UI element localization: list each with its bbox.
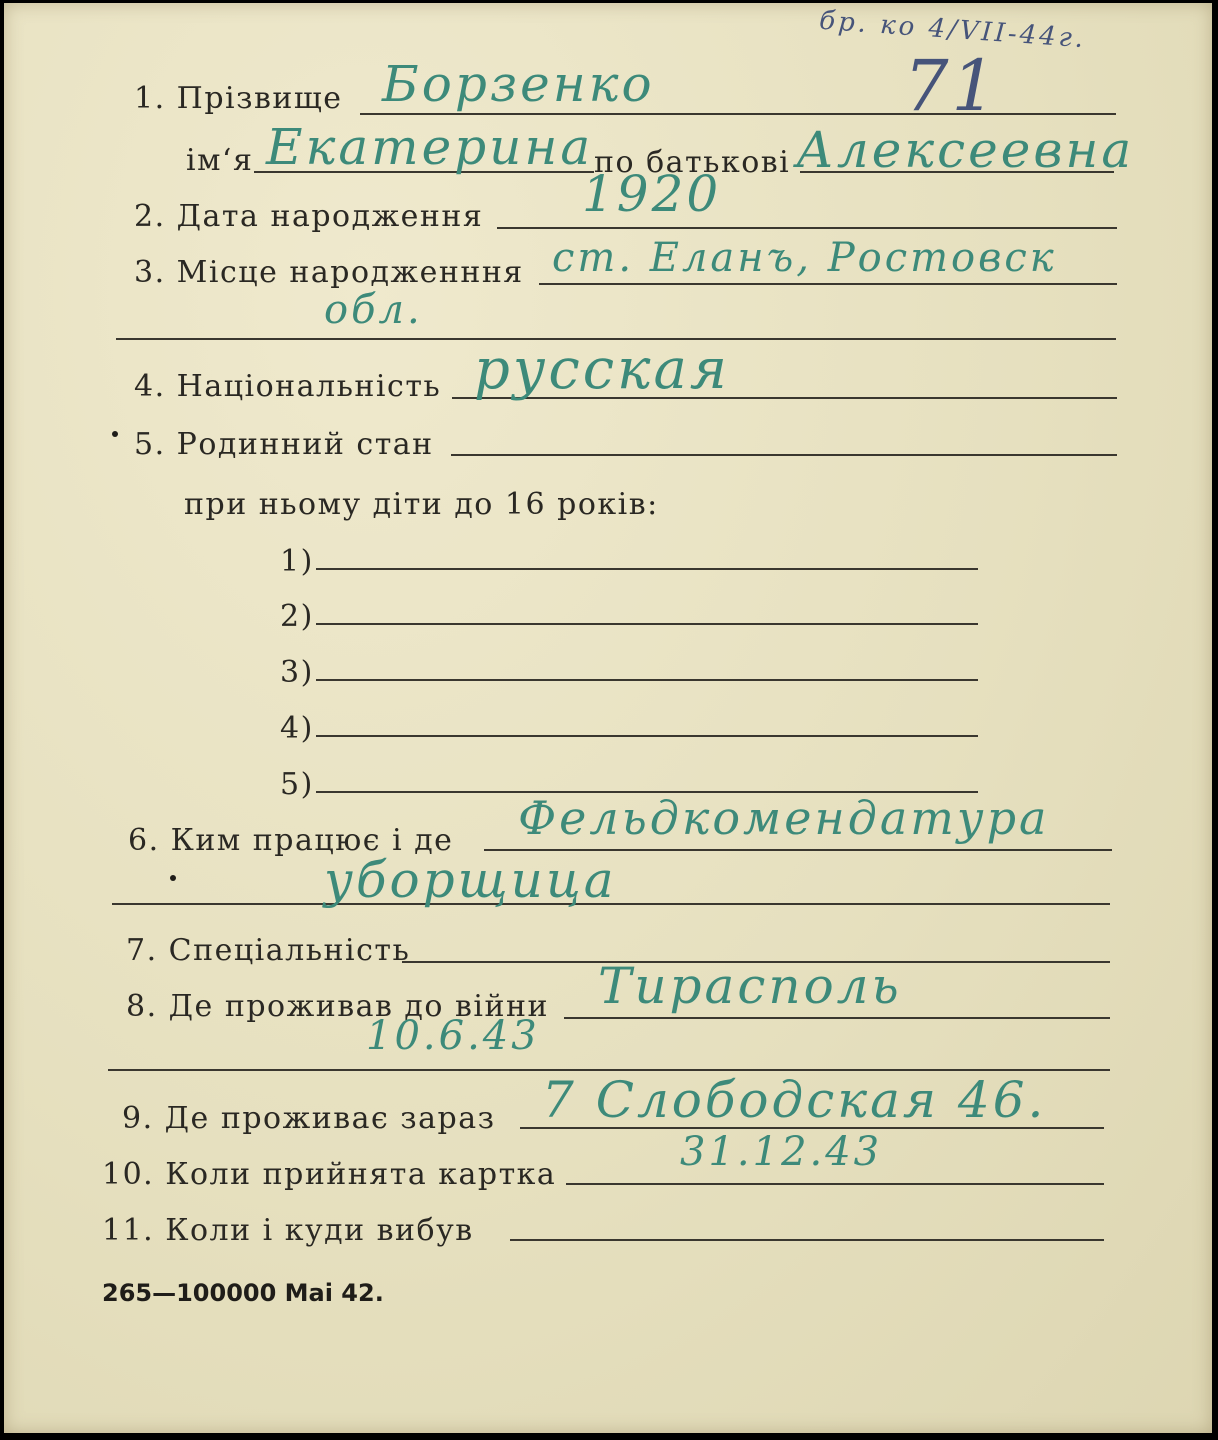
child-3-line[interactable] (316, 679, 978, 681)
field-prewar-date: 10.6.43 (366, 1013, 540, 1059)
registration-card (4, 3, 1212, 1433)
field-prewar-value: Тирасполь (598, 957, 902, 1015)
child-4-line[interactable] (316, 735, 978, 737)
child-1-line[interactable] (316, 568, 978, 570)
top-note: бр. ко 4/VII-44г. (818, 5, 1088, 55)
punch-mark (112, 431, 118, 437)
field-accepted-label: 10. Коли прийнята картка (102, 1157, 557, 1192)
child-3-label: 3) (280, 655, 314, 690)
child-2-label: 2) (280, 599, 314, 634)
field-occupation-value: уборщица (324, 851, 617, 909)
field-departure-line[interactable] (510, 1239, 1104, 1241)
field-patronymic-label: по батькові (594, 145, 791, 180)
field-marital-label: 5. Родинний стан (134, 427, 434, 462)
field-surname-value: Борзенко (382, 55, 655, 113)
field-name-value: Екатерина (266, 118, 594, 176)
field-birthdate-label: 2. Дата народження (134, 199, 484, 234)
field-patronymic-value: Алексеевна (796, 121, 1135, 179)
field-accepted-line[interactable] (566, 1183, 1104, 1185)
field-prewar-label: 8. Де проживав до війни (126, 989, 549, 1024)
child-4-label: 4) (280, 711, 314, 746)
field-current-value: 7 Слободская 46. (542, 1071, 1047, 1129)
card-number: 71 (904, 45, 1000, 127)
punch-mark-2 (170, 875, 176, 881)
child-5-label: 5) (280, 767, 314, 802)
field-birthplace-value-2: обл. (324, 287, 423, 333)
field-birthplace-label: 3. Місце народженння (134, 255, 524, 290)
child-2-line[interactable] (316, 623, 978, 625)
field-name-label: ім‘я (186, 143, 254, 178)
child-1-label: 1) (280, 544, 314, 579)
field-marital-line[interactable] (451, 454, 1117, 456)
field-prewar-line[interactable] (564, 1017, 1110, 1019)
field-birthdate-value: 1920 (582, 165, 722, 223)
field-nationality-label: 4. Національність (134, 369, 442, 404)
field-birthdate-line[interactable] (497, 227, 1117, 229)
field-accepted-value: 31.12.43 (680, 1129, 883, 1175)
field-nationality-value: русская (474, 337, 730, 402)
field-children-label: при ньому діти до 16 років: (184, 487, 659, 522)
field-departure-label: 11. Коли і куди вибув (102, 1213, 474, 1248)
field-current-label: 9. Де проживає зараз (122, 1101, 496, 1136)
field-birthplace-value-1: ст. Еланъ, Ростовск (552, 235, 1057, 281)
field-surname-label: 1. Прізвище (134, 81, 343, 116)
field-work-value: Фельдкомендатура (518, 791, 1050, 845)
field-specialty-label: 7. Спеціальність (126, 933, 411, 968)
field-surname-line[interactable] (360, 113, 1116, 115)
field-work-label: 6. Ким працює і де (128, 823, 454, 858)
field-birthplace-line[interactable] (539, 283, 1117, 285)
print-code: 265—100000 Mai 42. (102, 1279, 384, 1307)
